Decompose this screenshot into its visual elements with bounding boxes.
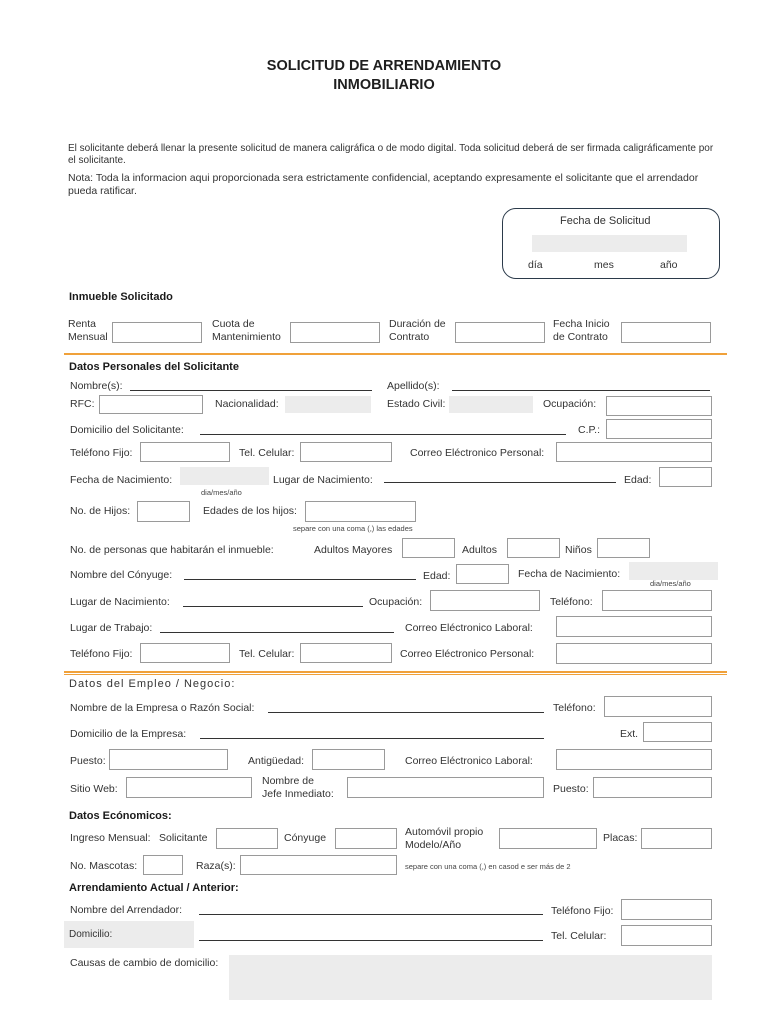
correo-personal-label: Correo Eléctronico Personal: xyxy=(410,447,545,459)
empresa-telefono-label: Teléfono: xyxy=(553,702,596,714)
placas-input[interactable] xyxy=(641,828,712,849)
domicilio-label: Domicilio del Solicitante: xyxy=(70,424,184,436)
lugar-nac-label: Lugar de Nacimiento: xyxy=(273,474,373,486)
edad-input[interactable] xyxy=(659,467,712,487)
jefe-input[interactable] xyxy=(347,777,544,798)
tel-celular2-input[interactable] xyxy=(300,643,392,663)
fecha-nac-input[interactable] xyxy=(180,467,269,485)
conyuge-label: Nombre del Cónyuge: xyxy=(70,569,173,581)
adultos-mayores-label: Adultos Mayores xyxy=(314,544,393,556)
renta-label: Renta xyxy=(68,318,97,330)
empresa-domicilio-input[interactable] xyxy=(200,738,544,739)
empresa-domicilio-label: Domicilio de la Empresa: xyxy=(70,728,187,740)
section-divider-2 xyxy=(64,671,727,673)
tel-fijo2-input[interactable] xyxy=(140,643,230,663)
lugar-trabajo-input[interactable] xyxy=(160,632,394,633)
section-arrendamiento: Arrendamiento Actual / Anterior: xyxy=(69,882,239,894)
causas-label: Causas de cambio de domicilio: xyxy=(70,957,219,969)
conyuge-ocupacion-input[interactable] xyxy=(430,590,540,611)
adultos-mayores-input[interactable] xyxy=(402,538,455,558)
nacionalidad-input[interactable] xyxy=(285,396,371,413)
puesto2-input[interactable] xyxy=(593,777,712,798)
ingreso-conyuge-input[interactable] xyxy=(335,828,397,849)
nota-text: Nota: Toda la informacion aqui proporcionada sera estrictamente confidencial, aceptando expresamente el solicitante que el arrendador pueda ratificar. xyxy=(68,172,699,197)
duracion-label-2: Contrato xyxy=(389,331,430,343)
arrendador-tel-celular-input[interactable] xyxy=(621,925,712,946)
rfc-input[interactable] xyxy=(99,395,203,414)
arrendador-label: Nombre del Arrendador: xyxy=(70,904,183,916)
mascotas-input[interactable] xyxy=(143,855,183,875)
ingreso-label: Ingreso Mensual: xyxy=(70,832,151,844)
cuota-label: Cuota de xyxy=(212,318,255,330)
arrendador-tel-celular-label: Tel. Celular: xyxy=(551,930,607,942)
inicio-input[interactable] xyxy=(621,322,711,343)
correo-personal-input[interactable] xyxy=(556,442,712,462)
conyuge-telefono-input[interactable] xyxy=(602,590,712,611)
ingreso-solicitante-label: Solicitante xyxy=(159,832,208,844)
arrendador-domicilio-label: Domicilio: xyxy=(69,929,113,940)
section-divider xyxy=(64,353,727,355)
hijos-label: No. de Hijos: xyxy=(70,505,131,517)
cuota-input[interactable] xyxy=(290,322,380,343)
arrendador-tel-fijo-label: Teléfono Fijo: xyxy=(551,905,614,917)
nombre-label: Nombre(s): xyxy=(70,380,123,392)
empresa-telefono-input[interactable] xyxy=(604,696,712,717)
antiguedad-input[interactable] xyxy=(312,749,385,770)
edades-hint: separe con una coma (,) las edades xyxy=(293,524,413,533)
conyuge-telefono-label: Teléfono: xyxy=(550,596,593,608)
tel-fijo-label: Teléfono Fijo: xyxy=(70,447,133,459)
adultos-input[interactable] xyxy=(507,538,560,558)
tel-celular-label: Tel. Celular: xyxy=(239,447,295,459)
ingreso-solicitante-input[interactable] xyxy=(216,828,278,849)
automovil-label: Automóvil propio xyxy=(405,826,484,838)
conyuge-edad-label: Edad: xyxy=(423,570,451,582)
antiguedad-label: Antigüedad: xyxy=(248,755,305,767)
fecha-mes-label: mes xyxy=(594,259,614,271)
form-title-line2: INMOBILIARIO xyxy=(333,77,435,93)
tel-celular-input[interactable] xyxy=(300,442,392,462)
ocupacion-input[interactable] xyxy=(606,396,712,416)
conyuge-lugar-input[interactable] xyxy=(183,606,363,607)
adultos-label: Adultos xyxy=(462,544,498,556)
section-divider-2b xyxy=(64,674,727,675)
fecha-solicitud-input[interactable] xyxy=(532,235,687,252)
domicilio-input[interactable] xyxy=(200,434,566,435)
razas-hint: separe con una coma (,) en casod e ser más de 2 xyxy=(405,862,571,871)
edades-hijos-input[interactable] xyxy=(305,501,416,522)
edad-label: Edad: xyxy=(624,474,652,486)
intro-text: El solicitante deberá llenar la presente solicitud de manera caligráfica o de modo digital. Toda solicitud deberá de ser firmada caligráficamente por el solicitante. xyxy=(68,143,714,166)
duracion-input[interactable] xyxy=(455,322,545,343)
fecha-nac-hint: dia/mes/año xyxy=(201,488,242,497)
ninos-label: Niños xyxy=(565,544,592,556)
arrendador-tel-fijo-input[interactable] xyxy=(621,899,712,920)
empresa-label: Nombre de la Empresa o Razón Social: xyxy=(70,702,255,714)
fecha-anio-label: año xyxy=(660,259,678,271)
correo-personal2-label: Correo Eléctronico Personal: xyxy=(400,648,535,660)
cp-label: C.P.: xyxy=(578,424,600,436)
jefe-label-2: Jefe Inmediato: xyxy=(262,788,334,800)
sitio-web-input[interactable] xyxy=(126,777,252,798)
arrendador-input[interactable] xyxy=(199,914,543,915)
mascotas-label: No. Mascotas: xyxy=(70,860,138,872)
conyuge-lugar-label: Lugar de Nacimiento: xyxy=(70,596,170,608)
fecha-nac-label: Fecha de Nacimiento: xyxy=(70,474,173,486)
estado-civil-label: Estado Civil: xyxy=(387,398,446,410)
section-personales: Datos Personales del Solicitante xyxy=(69,361,239,373)
puesto-label: Puesto: xyxy=(70,755,106,767)
tel-fijo-input[interactable] xyxy=(140,442,230,462)
apellido-input[interactable] xyxy=(452,390,710,391)
conyuge-input[interactable] xyxy=(184,579,416,580)
fecha-dia-label: día xyxy=(528,259,543,271)
conyuge-fecha-hint: dia/mes/año xyxy=(650,579,691,588)
inicio-label: Fecha Inicio xyxy=(553,318,610,330)
cp-input[interactable] xyxy=(606,419,712,439)
edades-hijos-label: Edades de los hijos: xyxy=(203,505,297,517)
puesto-input[interactable] xyxy=(109,749,228,770)
section-empleo: Datos del Empleo / Negocio: xyxy=(69,678,236,690)
section-economicos: Datos Ecónomicos: xyxy=(69,810,172,822)
causas-input[interactable] xyxy=(229,955,712,1000)
lugar-nac-input[interactable] xyxy=(384,482,616,483)
cuota-label-2: Mantenimiento xyxy=(212,331,281,343)
inicio-label-2: de Contrato xyxy=(553,331,608,343)
arrendador-domicilio-input[interactable] xyxy=(199,940,543,941)
razas-input[interactable] xyxy=(240,855,397,875)
sitio-web-label: Sitio Web: xyxy=(70,783,118,795)
automovil-input[interactable] xyxy=(499,828,597,849)
conyuge-fecha-input[interactable] xyxy=(629,562,718,580)
conyuge-ocupacion-label: Ocupación: xyxy=(369,596,423,608)
hijos-input[interactable] xyxy=(137,501,190,522)
duracion-label: Duración de xyxy=(389,318,446,330)
ext-input[interactable] xyxy=(643,722,712,742)
automovil-label-2: Modelo/Año xyxy=(405,839,462,851)
renta-input[interactable] xyxy=(112,322,202,343)
section-inmueble: Inmueble Solicitado xyxy=(69,291,173,303)
lugar-trabajo-label: Lugar de Trabajo: xyxy=(70,622,153,634)
ninos-input[interactable] xyxy=(597,538,650,558)
apellido-label: Apellido(s): xyxy=(387,380,440,392)
correo-laboral-label: Correo Eléctronico Laboral: xyxy=(405,622,533,634)
conyuge-edad-input[interactable] xyxy=(456,564,509,584)
form-title-line1: SOLICITUD DE ARRENDAMIENTO xyxy=(266,58,502,74)
ingreso-conyuge-label: Cónyuge xyxy=(284,832,327,844)
empresa-input[interactable] xyxy=(268,712,544,713)
personas-label: No. de personas que habitarán el inmueble: xyxy=(70,544,274,556)
ocupacion-label: Ocupación: xyxy=(543,398,597,410)
estado-civil-input[interactable] xyxy=(449,396,533,413)
puesto2-label: Puesto: xyxy=(553,783,589,795)
correo-personal2-input[interactable] xyxy=(556,643,712,664)
jefe-label: Nombre de xyxy=(262,775,314,787)
renta-label-2: Mensual xyxy=(68,331,108,343)
razas-label: Raza(s): xyxy=(196,860,236,872)
tel-fijo2-label: Teléfono Fijo: xyxy=(70,648,133,660)
correo-laboral-input[interactable] xyxy=(556,616,712,637)
nacionalidad-label: Nacionalidad: xyxy=(215,398,279,410)
empleo-correo-input[interactable] xyxy=(556,749,712,770)
ext-label: Ext. xyxy=(620,728,639,740)
conyuge-fecha-label: Fecha de Nacimiento: xyxy=(518,568,621,580)
placas-label: Placas: xyxy=(603,832,638,844)
fecha-solicitud-label: Fecha de Solicitud xyxy=(560,215,651,227)
nombre-input[interactable] xyxy=(130,390,372,391)
rfc-label: RFC: xyxy=(70,398,95,410)
empleo-correo-label: Correo Eléctronico Laboral: xyxy=(405,755,533,767)
tel-celular2-label: Tel. Celular: xyxy=(239,648,295,660)
